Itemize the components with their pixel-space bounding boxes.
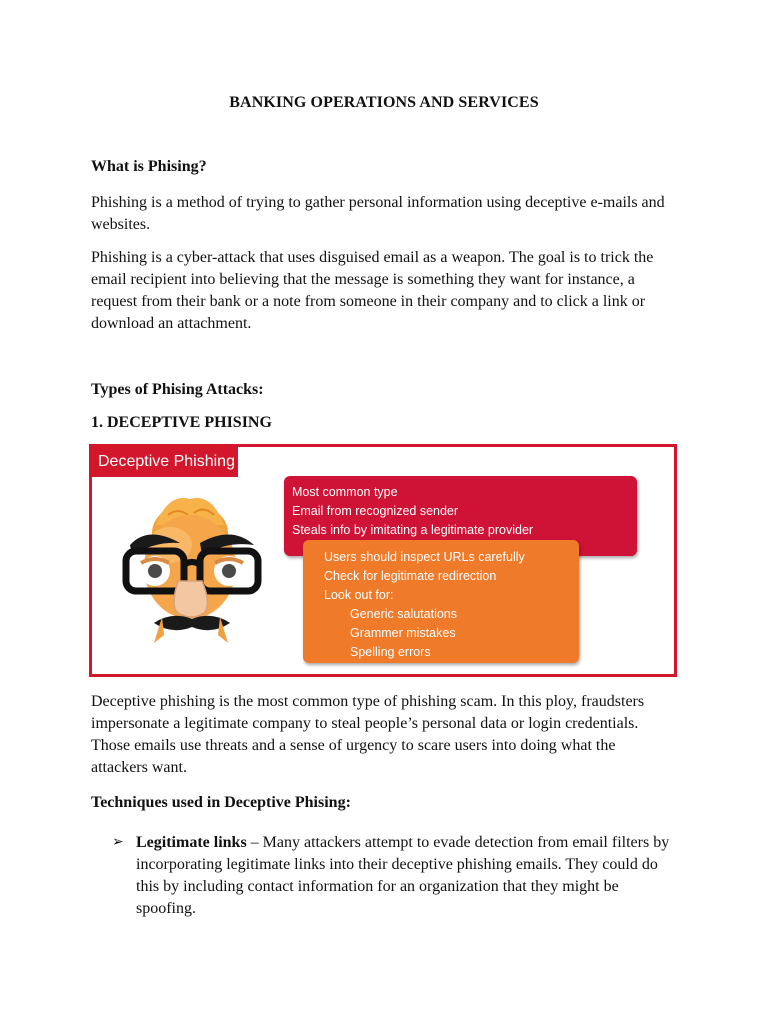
bullet-description: – Many attackers attempt to evade detection from email filters by incorporating legitimate links into their deceptive phishing emails. They could do this by including contact information for an organization that they might be spoofing. — [136, 834, 670, 917]
figure-title: Deceptive Phishing — [92, 447, 238, 477]
heading-what-is-phising: What is Phising? — [91, 158, 207, 175]
red-item: Most common type — [292, 485, 398, 499]
subheading-deceptive-phising: 1. DECEPTIVE PHISING — [91, 414, 272, 431]
orange-subitem: Grammer mistakes — [350, 626, 456, 640]
arrow-bullet-icon: ➢ — [112, 834, 124, 850]
orange-item: Users should inspect URLs carefully — [324, 550, 525, 564]
orange-info-box — [303, 540, 579, 663]
orange-item: Check for legitimate redirection — [324, 569, 497, 583]
orange-subitem: Generic salutations — [350, 607, 458, 621]
disguised-face-icon — [108, 485, 276, 645]
red-item: Steals info by imitating a legitimate provider — [292, 523, 534, 537]
heading-types-of-attacks: Types of Phising Attacks: — [91, 381, 264, 398]
paragraph-definition: Phishing is a method of trying to gather personal information using deceptive e-mails and websites. — [91, 194, 665, 233]
orange-subitem: Spelling errors — [350, 645, 431, 659]
red-item: Email from recognized sender — [292, 504, 459, 518]
bullet-legitimate-links — [136, 832, 676, 920]
paragraph-deceptive-description: Deceptive phishing is the most common type of phishing scam. In this ploy, fraudsters impersonate a legitimate company to steal people’s personal data or login credentials. Those emails use threats and a sense of urgency to scare users into doing what the attackers want. — [91, 693, 645, 776]
paragraph-cyber-attack: Phishing is a cyber-attack that uses disguised email as a weapon. The goal is to trick the email recipient into believing that the message is something they want for instance, a request from their bank or a note from someone in their company and to click a link or download an attachment. — [91, 249, 654, 332]
heading-techniques: Techniques used in Deceptive Phising: — [91, 794, 351, 811]
orange-item: Look out for: — [324, 588, 394, 602]
deceptive-phishing-figure — [89, 444, 677, 677]
bullet-term: Legitimate links — [136, 834, 247, 851]
document-title: BANKING OPERATIONS AND SERVICES — [229, 94, 539, 111]
